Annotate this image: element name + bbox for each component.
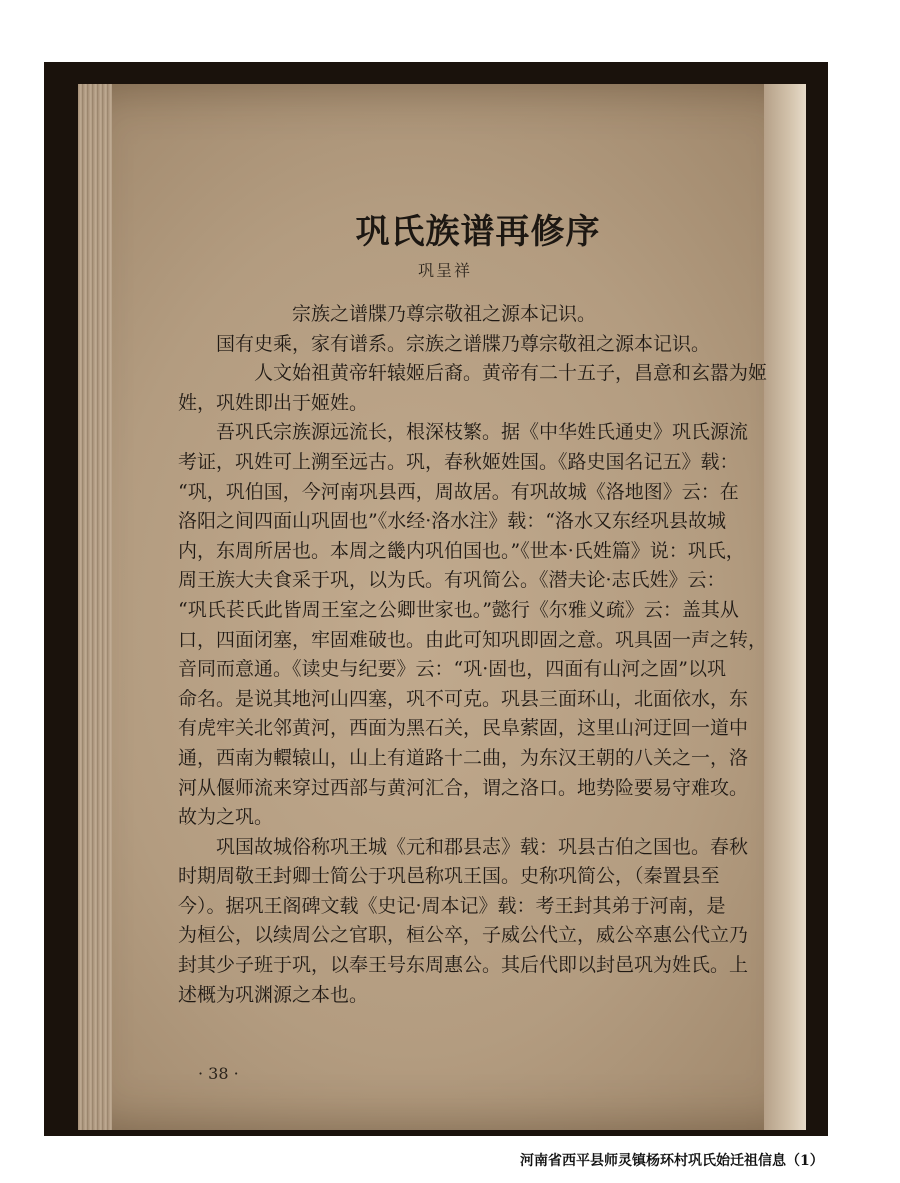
text-line: 封其少子班于巩，以奉王号东周惠公。其后代即以封邑巩为姓氏。上 bbox=[178, 954, 749, 977]
text-line: 巩国故城俗称巩王城《元和郡县志》载：巩县古伯之国也。春秋 bbox=[216, 835, 749, 858]
text-line: 通，西南为轘辕山，山上有道路十二曲，为东汉王朝的八关之一，洛 bbox=[178, 746, 749, 769]
text-line: 周王族大夫食采于巩，以为氏。有巩简公。《潜夫论·志氏姓》云： bbox=[178, 569, 726, 592]
text-line: 口，四面闭塞，牢固难破也。由此可知巩即固之意。巩具固一声之转， bbox=[178, 628, 768, 651]
text-line: 吾巩氏宗族源远流长，根深枝繁。据《中华姓氏通史》巩氏源流 bbox=[216, 421, 749, 444]
text-line: 姓，巩姓即出于姬姓。 bbox=[178, 391, 369, 414]
text-line: 为桓公，以续周公之官职，桓公卒，子威公代立，威公卒惠公代立乃 bbox=[178, 924, 749, 947]
book-photo bbox=[44, 62, 828, 1136]
text-line: 河从偃师流来穿过西部与黄河汇合，谓之洛口。地势险要易守难攻。 bbox=[178, 776, 749, 799]
text-line: 内，东周所居也。本周之畿内巩伯国也。”《世本·氏姓篇》说：巩氏， bbox=[178, 539, 745, 562]
text-line: 述概为巩渊源之本也。 bbox=[178, 983, 369, 1006]
text-line: 洛阳之间四面山巩固也”《水经·洛水注》载：“洛水又东经巩县故城 bbox=[178, 510, 726, 533]
page-number: · 38 · bbox=[198, 1064, 239, 1083]
text-line: “巩，巩伯国，今河南巩县西，周故居。有巩故城《洛地图》云：在 bbox=[178, 480, 739, 503]
text-line: “巩氏苌氏此皆周王室之公卿世家也。”懿行《尔雅义疏》云：盖其从 bbox=[178, 598, 739, 621]
text-line: 今）。据巩王阁碑文载《史记·周本记》载：考王封其弟于河南，是 bbox=[178, 894, 726, 917]
text-line: 有虎牢关北邻黄河，西面为黑石关，民阜萦固，这里山河迂回一道中 bbox=[178, 717, 749, 740]
text-line: 考证，巩姓可上溯至远古。巩，春秋姬姓国。《路史国名记五》载： bbox=[178, 450, 739, 473]
text-line: 宗族之谱牒乃尊宗敬祖之源本记识。 bbox=[292, 303, 597, 325]
page-edge-stack bbox=[78, 84, 112, 1130]
book-page bbox=[78, 84, 806, 1130]
text-line: 故为之巩。 bbox=[178, 806, 274, 829]
image-caption: 河南省西平县师灵镇杨环村巩氏始迁祖信息（1） bbox=[520, 1153, 824, 1169]
text-line: 时期周敬王封卿士简公于巩邑称巩王国。史称巩简公，（秦置县至 bbox=[178, 865, 720, 888]
text-line: 国有史乘，家有谱系。宗族之谱牒乃尊宗敬祖之源本记识。 bbox=[216, 332, 711, 355]
text-line: 命名。是说其地河山四塞，巩不可克。巩县三面环山，北面依水，东 bbox=[178, 687, 749, 710]
author-name: 巩呈祥 bbox=[418, 261, 473, 280]
text-line: 音同而意通。《读史与纪要》云：“巩·固也，四面有山河之固”以巩 bbox=[178, 658, 726, 681]
page-title: 巩氏族谱再修序 bbox=[355, 212, 601, 252]
text-line: 人文始祖黄帝轩辕姬后裔。黄帝有二十五子，昌意和玄嚣为姬 bbox=[254, 362, 768, 385]
preface-text bbox=[178, 300, 788, 1010]
